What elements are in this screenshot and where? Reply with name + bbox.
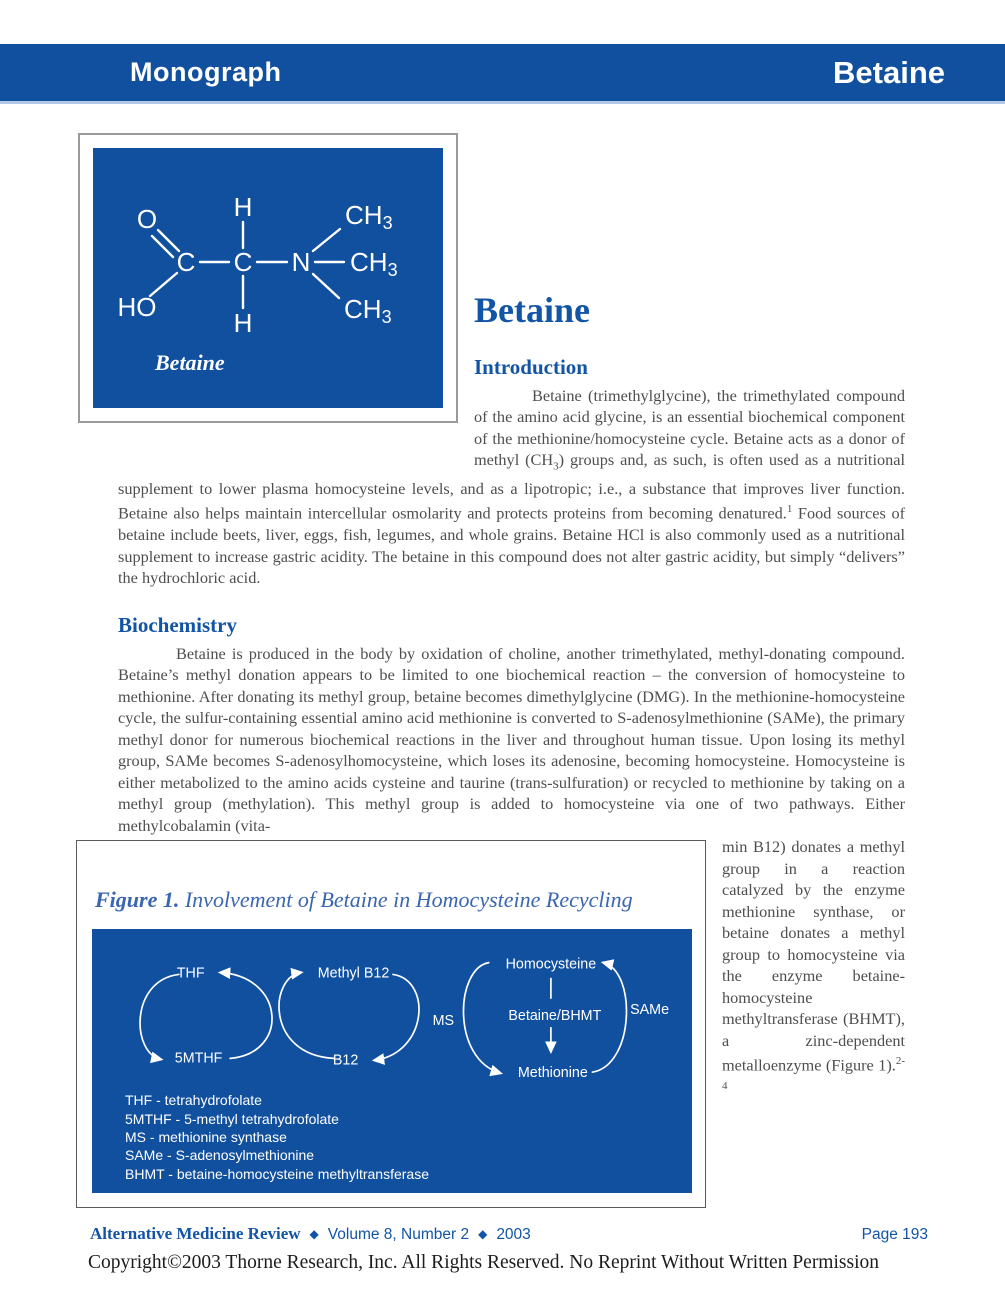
figure-1-legend bbox=[92, 1091, 692, 1183]
node-betaine-bhmt: Betaine/BHMT bbox=[508, 1008, 602, 1025]
intro-text-b: ) groups and, as such, is often used as a nutritional supplement to lower plasma homocysteine levels, and as a lipotropic; i.e., a substance that improves liver function. Betaine also helps maintain intercellular osmolarity and protects proteins from becoming denatured. bbox=[118, 450, 905, 523]
atom-c1: C bbox=[176, 247, 196, 277]
intro-text-a: Betaine (trimethylglycine), the trimethylated compound of the amino acid glycine, is an essential biochemical component of the methionine/homocysteine cycle. Betaine acts as a donor of methyl (CH bbox=[474, 385, 905, 470]
header-bar bbox=[0, 44, 1005, 104]
double-bond-line-2 bbox=[152, 236, 173, 257]
atom-ch3-right: CH3 bbox=[350, 247, 398, 280]
header-betaine-label: Betaine bbox=[833, 54, 945, 90]
journal-year: 2003 bbox=[496, 1226, 531, 1243]
biochemistry-paragraph-full: Betaine is produced in the body by oxidation of choline, another trimethylated, methyl-donating compound. Betaine’s methyl donation appears to be limited to one biochemical reaction – the conversion of homocysteine to methionine. After donating its methyl group, betaine becomes dimethylglycine (DMG). In the methionine-homocysteine cycle, the sulfur-containing essential amino acid methionine is converted to S-adenosylmethionine (SAMe), the primary methyl donor for numerous biochemical reactions in the liver and throughout human tissue. Upon losing its methyl group, SAMe becomes S-adenosylhomocysteine, which loses its adenosine, becoming homocysteine. Homocysteine is either metabolized to the amino acids cysteine and taurine (trans-sulfuration) or recycled to methionine by taking on a methyl group (methylation). This methyl group is added to homocysteine via one of two pathways. Either methylcobalamin (vita- bbox=[118, 643, 905, 835]
journal-issue: Volume 8, Number 2 bbox=[327, 1226, 470, 1243]
node-homocysteine: Homocysteine bbox=[505, 956, 597, 973]
legend-bhmt: BHMT - betaine-homocysteine methyltransferase bbox=[125, 1165, 429, 1182]
atom-c2: C bbox=[233, 247, 253, 277]
node-b12: B12 bbox=[332, 1052, 359, 1069]
legend-same: SAMe - S-adenosylmethionine bbox=[125, 1147, 315, 1164]
copyright-line: Copyright©2003 Thorne Research, Inc. All Rights Reserved. No Reprint Without Written Permission bbox=[88, 1252, 879, 1273]
chemical-structure-figure bbox=[78, 133, 458, 423]
n-ch3-bottom-bond bbox=[313, 274, 339, 298]
node-thf: THF bbox=[176, 965, 205, 982]
page-number: Page 193 bbox=[861, 1226, 928, 1243]
article bbox=[0, 107, 1005, 1208]
legend-ms: MS - methionine synthase bbox=[125, 1129, 287, 1146]
legend-thf: THF - tetrahydrofolate bbox=[125, 1092, 262, 1109]
n-ch3-top-bond bbox=[313, 229, 340, 251]
atom-ch3-top: CH3 bbox=[345, 200, 393, 233]
atom-h-top: H bbox=[233, 192, 253, 222]
figure-1 bbox=[76, 840, 706, 1208]
figure-1-title: Involvement of Betaine in Homocysteine Recycling bbox=[184, 887, 633, 913]
page-footer bbox=[0, 1224, 1005, 1274]
b12-to-methylb12-arc bbox=[279, 973, 334, 1059]
atom-h-bottom: H bbox=[233, 308, 253, 338]
chem-caption: Betaine bbox=[155, 350, 225, 375]
atom-ho: HO bbox=[117, 292, 157, 322]
reference-2-4-superscript: 2-4 bbox=[722, 1055, 905, 1093]
atom-n: N bbox=[291, 247, 311, 277]
intro-text-c: Food sources of betaine include beets, liver, eggs, fish, legumes, and whole grains. Betaine HCl is also commonly used as a nutritional supplement to increase gastric acidity. The betaine in this compound does not alter gastric acidity, but simply “delivers” the hydrochloric acid. bbox=[118, 503, 906, 588]
node-methionine: Methionine bbox=[517, 1065, 588, 1082]
node-5mthf: 5MTHF bbox=[174, 1050, 223, 1067]
betaine-structure-diagram bbox=[93, 148, 443, 408]
methylb12-to-b12-arc bbox=[374, 975, 419, 1061]
section-heading-biochemistry: Biochemistry bbox=[118, 612, 237, 637]
diamond-icon: ◆ bbox=[478, 1227, 488, 1241]
figure-1-label: Figure 1. bbox=[95, 887, 180, 913]
homocysteine-to-methionine-arc bbox=[463, 963, 500, 1074]
figure-1-caption bbox=[77, 841, 705, 929]
atom-ch3-bottom: CH3 bbox=[344, 294, 392, 327]
header-monograph-label: Monograph bbox=[130, 57, 282, 87]
5mthf-to-thf-arc bbox=[220, 973, 272, 1059]
chemical-structure-panel bbox=[93, 148, 443, 408]
node-same: SAMe bbox=[630, 1002, 670, 1019]
section-heading-introduction: Introduction bbox=[474, 354, 588, 379]
atom-o: O bbox=[136, 204, 158, 234]
ch3-subscript: 3 bbox=[553, 460, 559, 473]
page-title: Betaine bbox=[474, 290, 590, 330]
biochem-text-b: min B12) donates a methyl group in a reaction catalyzed by the enzyme methionine synthase, or betaine donates a methyl group to homocysteine via the enzyme betaine-homocysteine methyltransferase (BHMT), a zinc-dependent metalloenzyme (Figure 1). bbox=[722, 837, 905, 1075]
journal-name: Alternative Medicine Review bbox=[90, 1224, 301, 1243]
diamond-icon: ◆ bbox=[309, 1227, 319, 1241]
reference-1-superscript: 1 bbox=[786, 503, 793, 516]
node-ms: MS bbox=[432, 1013, 455, 1030]
legend-5mthf: 5MTHF - 5-methyl tetrahydrofolate bbox=[125, 1110, 339, 1127]
homocysteine-recycling-diagram bbox=[92, 929, 694, 1091]
node-methyl-b12: Methyl B12 bbox=[317, 965, 390, 982]
thf-to-5mthf-arc bbox=[140, 975, 179, 1060]
figure-1-panel bbox=[92, 929, 692, 1193]
journal-line bbox=[90, 1224, 928, 1244]
